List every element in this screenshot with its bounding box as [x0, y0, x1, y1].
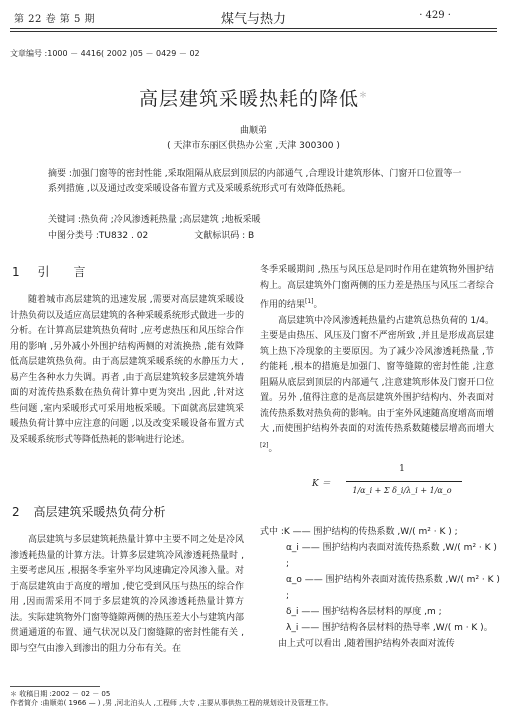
paper-title-text: 高层建筑采暖热耗的降低	[138, 88, 359, 110]
clc-number: 中图分类号 :TU832 . 02	[48, 231, 149, 241]
received-date: ＊ 收稿日期 :2002 － 02 － 05	[10, 690, 111, 698]
journal-name: 煤气与热力	[220, 12, 286, 27]
variable-alpha-i: α_i —— 围护结构内表面对流传热系数 ,W/( m² · K ) ;	[286, 543, 497, 569]
section-2-number: 2	[12, 505, 20, 519]
closing-line: 由上式可以看出 ,随着围护结构外表面对流传	[278, 639, 455, 649]
variable-k: 式中 :K —— 围护结构的传热系数 ,W/( m² · K ) ;	[260, 527, 458, 537]
formula-denominator: 1/α_i + Σ δ_i/λ_i + 1/α_o	[352, 486, 452, 495]
section-1-number: 1	[12, 265, 20, 279]
journal-volume-issue: 第 22 卷 第 5 期	[14, 14, 95, 25]
header-rule-double	[10, 31, 497, 32]
abstract: 摘要 :加强门窗等的密封性能 ,采取阻隔从底层到顶层的内部通气 ,合理设计建筑形体、门窗开口位置等一系列措施 ,以及通过改变采暖设备布置方式及采暖系统形式可有效降低热耗。	[48, 169, 462, 194]
right-paragraph-1-text: 冬季采暖期间 ,热压与风压总是同时作用在建筑物外围护结构上。高层建筑外门窗两侧的压力差是热压与风压二者综合作用的结果	[260, 265, 495, 310]
section-2-heading	[12, 503, 165, 520]
affiliation: ( 天津市东丽区供热办公室 ,天津 300300 )	[167, 141, 340, 151]
classification	[48, 228, 300, 241]
variable-alpha-o: α_o —— 围护结构外表面对流传热系数 ,W/( m² · K ) ;	[286, 575, 500, 601]
author: 曲顺弟	[239, 126, 267, 136]
right-column-body	[260, 263, 494, 457]
section-2-title: 高层建筑采暖热负荷分析	[33, 505, 166, 519]
right-paragraph-2-text: 高层建筑中冷风渗透耗热量约占建筑总热负荷的 1/4。主要是由热压、风压及门窗不严密所致 ,并且是形成高层建筑上热下冷现象的主要原因。为了减少冷风渗透耗热量 ,节约能耗 ,根本的措施是加强门、窗等缝隙的密封性能 ,注意阻隔从底层到顶层的内部通气 ,注意建筑形体及门窗开口位置。另外 ,值得注意的是高层建筑外围护结构内、外表面对流传热系数对热负荷的影响。由于室外风速随高度增高而增大 ,而使围护结构外表面的对流传热系数随楼层增高而增大	[260, 315, 495, 434]
variable-delta-i: δ_i —— 围护结构各层材料的厚度 ,m ;	[286, 607, 442, 617]
section-1-body	[10, 293, 244, 448]
right-paragraph-1	[260, 263, 494, 314]
variable-lambda-i: λ_i —— 围护结构各层材料的热导率 ,W/( m · K )。	[286, 623, 493, 633]
variable-definitions	[260, 524, 500, 652]
footnote	[10, 690, 333, 708]
document-code: 文献标识码 : B	[194, 231, 255, 241]
right-paragraph-1-end: 。	[313, 300, 323, 310]
section-1-title: 引 言	[37, 265, 86, 279]
formula-lhs: K ＝	[312, 479, 331, 489]
section-2-body	[10, 533, 244, 657]
formula-numerator: 1	[399, 464, 405, 474]
title-footnote-mark: ＊	[359, 90, 368, 100]
section-1-heading	[12, 263, 85, 280]
footnote-rule	[10, 686, 100, 687]
keywords: 关键词 :热负荷 ;冷风渗透耗热量 ;高层建筑 ;地板采暖	[48, 215, 261, 225]
header-rule	[10, 28, 497, 29]
heat-transfer-formula	[312, 462, 462, 516]
article-number: 文章编号 :1000 － 4416( 2002 )05 － 0429 － 02	[10, 49, 200, 58]
reference-2: [2]	[260, 441, 269, 449]
author-bio: 作者简介 :曲顺弟( 1966 — ) ,男 ,河北泊头人 ,工程师 ,大专 ,主要从事供热工程的规划设计及管理工作。	[10, 699, 333, 707]
section-2-paragraph: 高层建筑与多层建筑耗热量计算中主要不同之处是冷风渗透耗热量的计算方法。计算多层建筑冷风渗透耗热量时 ,主要考虑风压 ,根据冬季室外平均风速确定冷风渗入量。对于高层建筑由于高度的增加 ,使它受到风压与热压的综合作用 ,因而需采用不同于多层建筑的冷风渗透耗热量计算方法。实际建筑物外门窗等缝隙两侧的热压差大小与建筑内部贯通通道的布置、通气状况以及门窗缝隙的密封性能有关 ,即与空气由渗入到渗出的阻力分布有关。在	[10, 535, 245, 654]
right-paragraph-2-end: 。	[268, 443, 278, 454]
paper-title	[0, 84, 507, 111]
page-number: · 429 ·	[419, 10, 451, 21]
reference-1: [1]	[305, 298, 314, 305]
section-1-paragraph: 随着城市高层建筑的迅速发展 ,需要对高层建筑采暖设计热负荷以及适应高层建筑的各种采暖系统形式做进一步的分析。在计算高层建筑热负荷时 ,应考虑热压和风压综合作用的影响 ,另外减小外围护结构两侧的对流换热 ,能有效降低高层建筑热负荷。由于高层建筑采暖系统的水静压力大 ,易产生各种水力失调。再者 ,由于高层建筑较多层建筑外墙面的对流传热系数在热负荷计算中更为突出 ,因此 ,针对这些问题 ,室内采暖形式可采用地板采暖。下面就高层建筑采暖热负荷计算中应注意的问题 ,以及改变采暖设备布置方式及采暖系统形式等降低热耗的影响进行论述。	[10, 295, 245, 445]
fraction-bar	[346, 481, 462, 482]
right-paragraph-2	[260, 314, 494, 458]
